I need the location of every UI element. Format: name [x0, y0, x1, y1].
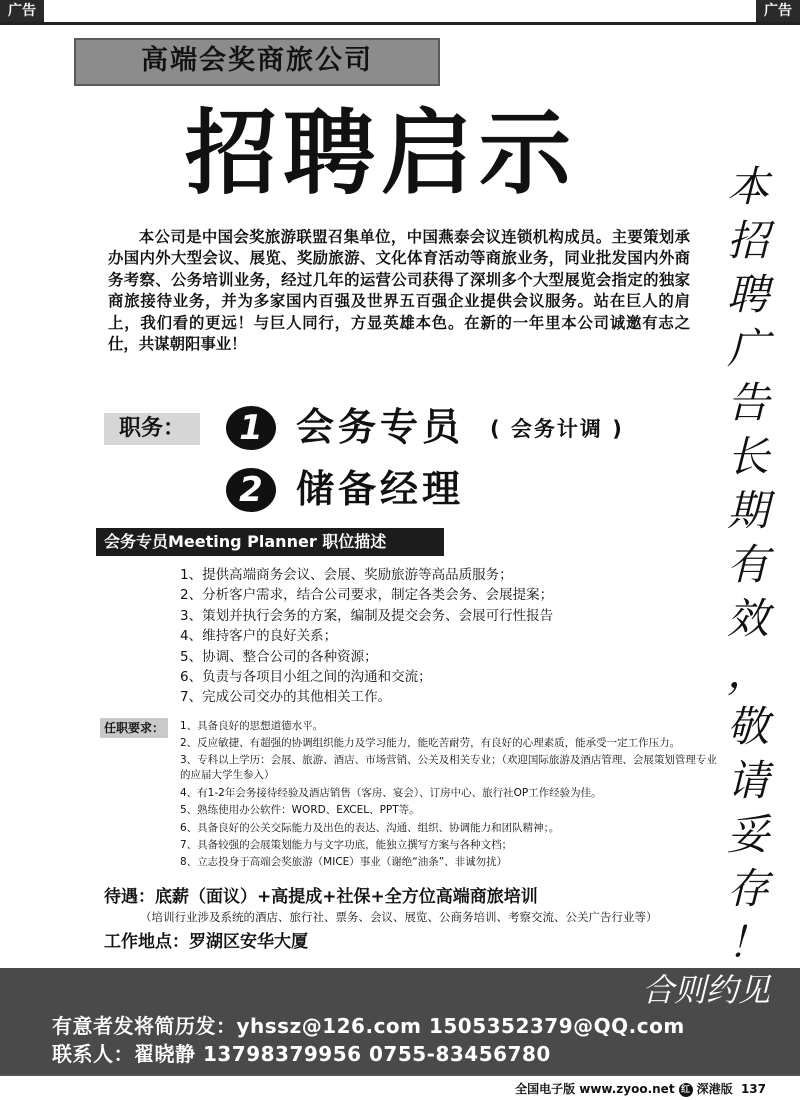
intro-paragraph: 本公司是中国会奖旅游联盟召集单位，中国燕泰会议连锁机构成员。主要策划承办国内外大型会议、展览、奖励旅游、文化体育活动等商旅业务，同业批发国内外商务考察、公务培训业务，经过几年的运营公司获得了深圳多个大型展览会指定的独家商旅接待业务，并为多家国内百强及世界五百强企业提供会议服务。站在巨人的肩上，我们看的更远！与巨人同行，方显英雄本色。在新的一年里本公司诚邀有志之仕，共谋朝阳事业！ — [108, 228, 690, 354]
requirements-label: 任职要求： — [100, 718, 168, 738]
calligraphy-note — [716, 160, 780, 970]
benefits-note: （培训行业涉及系统的酒店、旅行社、票务、会议、展览、公商务培训、考察交流、公关广告行业等） — [140, 910, 658, 924]
positions-label: 职务： — [104, 413, 200, 445]
position-number-badge: 1 — [226, 406, 276, 450]
footer-logo-icon: 红 — [679, 1083, 693, 1097]
calligraphy-char: 本 — [726, 162, 769, 211]
calligraphy-char: ！ — [726, 918, 769, 967]
calligraphy-char: 请 — [726, 756, 769, 805]
calligraphy-char: 期 — [726, 486, 769, 535]
top-rule — [0, 22, 800, 25]
page-number: 137 — [740, 1082, 766, 1096]
calligraphy-char: 敬 — [726, 702, 769, 751]
requirement-item: 1、具备良好的思想道德水平。 — [180, 720, 324, 732]
calligraphy-char: 告 — [726, 378, 769, 427]
page-footer — [515, 1080, 766, 1098]
position-number-badge: 2 — [226, 468, 276, 512]
calligraphy-char: 存 — [726, 864, 769, 913]
job-duties-list — [180, 565, 680, 708]
requirements-list — [180, 718, 720, 872]
duty-item: 6、负责与各项目小组之间的沟通和交流； — [180, 669, 432, 686]
meet-text: 合则约见 — [641, 971, 770, 1009]
contact-email-line: 有意者发将简历发：yhssz@126.com 1505352379@QQ.com — [52, 1014, 685, 1038]
ad-tag-right: 广告 — [756, 0, 800, 22]
duty-item: 5、协调、整合公司的各种资源； — [180, 648, 378, 665]
calligraphy-char: 聘 — [726, 270, 769, 319]
requirement-item: 3、专科以上学历：会展、旅游、酒店、市场营销、公关及相关专业；（欢迎国际旅游及酒店管理、会展策划管理专业的应届大学生参入） — [180, 753, 717, 781]
requirement-item: 8、立志投身于高端会奖旅游（MICE）事业（谢绝“油条”、非诚勿扰） — [180, 856, 508, 869]
calligraphy-char: 广 — [726, 324, 769, 373]
requirement-item: 5、熟练使用办公软件：WORD、EXCEL、PPT等。 — [180, 804, 420, 817]
work-location: 工作地点：罗湖区安华大厦 — [104, 932, 308, 952]
page-title: 招聘启示 — [185, 99, 578, 207]
footer-rule — [0, 1074, 800, 1076]
job-description-header: 会务专员Meeting Planner 职位描述 — [96, 528, 444, 556]
position-title: 会务专员 — [296, 405, 465, 449]
position-subtitle: ( 会务计调 ) — [490, 417, 624, 441]
calligraphy-char: 效 — [726, 594, 769, 643]
ad-tag-left: 广告 — [0, 0, 44, 22]
duty-item: 1、提供高端商务会议、会展、奖励旅游等高品质服务； — [180, 567, 513, 583]
calligraphy-char: ， — [726, 648, 769, 697]
calligraphy-char: 长 — [726, 432, 769, 481]
requirement-item: 2、反应敏捷、有超强的协调组织能力及学习能力，能吃苦耐劳，有良好的心理素质，能承受一定工作压力。 — [180, 737, 681, 750]
calligraphy-char: 妥 — [726, 810, 769, 859]
contact-person-line: 联系人：翟晓静 13798379956 0755-83456780 — [52, 1042, 551, 1066]
duty-item: 7、完成公司交办的其他相关工作。 — [180, 689, 392, 706]
benefits: 待遇：底薪（面议）+高提成+社保+全方位高端商旅培训 — [104, 887, 538, 907]
duty-item: 4、维持客户的良好关系； — [180, 628, 338, 645]
calligraphy-char: 有 — [726, 540, 769, 589]
requirement-item: 4、有1-2年会务接待经验及酒店销售（客房、宴会）、订房中心、旅行社OP工作经验为佳。 — [180, 786, 602, 799]
duty-item: 3、策划并执行会务的方案，编制及提交会务、会展可行性报告 — [180, 607, 554, 624]
company-name: 高端会奖商旅公司 — [141, 45, 373, 76]
requirement-item: 7、具备较强的会展策划能力与文字功底，能独立撰写方案与各种文档； — [180, 839, 513, 852]
footer-edition: 深港版 — [696, 1082, 733, 1096]
requirement-item: 6、具备良好的公关交际能力及出色的表达、沟通、组织、协调能力和团队精神；。 — [180, 821, 560, 834]
calligraphy-char: 招 — [726, 216, 769, 265]
position-title: 储备经理 — [296, 467, 465, 511]
footer-site: 全国电子版 www.zyoo.net — [515, 1082, 675, 1096]
duty-item: 2、分析客户需求，结合公司要求，制定各类会务、会展提案； — [180, 587, 554, 604]
